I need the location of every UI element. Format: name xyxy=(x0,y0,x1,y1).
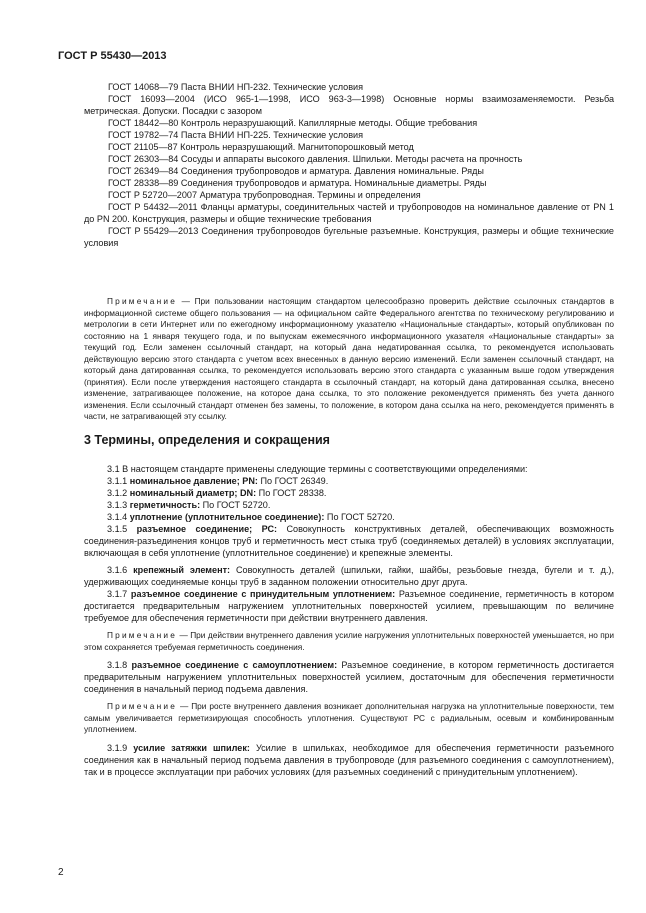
note-3-1-8: Примечание — При росте внутреннего давления возникает дополнительная нагрузка на уплотнительные поверхности, тем самым увеличивается герметизирующая способность уплотнения. Существуют РС с радиальным, осевым и комбинированным уплотнением. xyxy=(84,701,614,734)
section-title: 3 Термины, определения и сокращения xyxy=(84,433,330,447)
reference-item: ГОСТ 26303—84 Сосуды и аппараты высокого давления. Шпильки. Методы расчета на прочность xyxy=(108,154,523,164)
note-label: Примечание xyxy=(107,296,178,306)
term-3-1-2: 3.1.2 номинальный диаметр; DN: По ГОСТ 28338. xyxy=(107,488,327,498)
reference-item: ГОСТ Р 54432—2011 Фланцы арматуры, соединительных частей и трубопроводов на номинальное давление от PN 1 до PN 200. Конструкция, размеры и общие технические требования xyxy=(84,202,614,224)
reference-item: ГОСТ 19782—74 Паста ВНИИ НП-225. Технические условия xyxy=(108,130,364,140)
term-3-1-6: 3.1.6 крепежный элемент: Совокупность деталей (шпильки, гайки, шайбы, резьбовые гнезда, бугели и т. д.), удерживающих соединяемые концы труб в заданном положении относительно друг друга. xyxy=(84,565,614,587)
term-3-1-8: 3.1.8 разъемное соединение с самоуплотнением: Разъемное соединение, в котором герметичность достигается предварительным нагружением уплотнительных поверхностей усилием, достаточным для обеспечения герметичности соединения в начальный период подъема давления. xyxy=(84,660,614,694)
term-3-1-4: 3.1.4 уплотнение (уплотнительное соединение): По ГОСТ 52720. xyxy=(107,512,395,522)
note-text: — При пользовании настоящим стандартом целесообразно проверить действие ссылочных стандартов в информационной системе общего пользования — на официальном сайте Федерального агентства по техническому регулированию и метрологии в сети Интернет или по ежегодному информационному указателю «Национальные стандарты», который опубликован по состоянию на 1 января текущего года, и по выпускам ежемесячного информационного указателя «Национальные стандарты» за текущий год. Если заменен ссылочный стандарт, на который дана недатированная ссылка, то рекомендуется использовать действующую версию этого стандарта с учетом всех внесенных в данную версию изменений. Если заменен ссылочный стандарт, на который дана датированная ссылка, то рекомендуется использовать версию этого стандарта с указанным выше годом утверждения (принятия). Если после утверждения настоящего стандарта в ссылочный стандарт, на который дана датированная ссылка, внесено изменение, затрагивающее положение, на которое дана ссылка, то это положение рекомендуется применять без учета данного изменения. Если ссылочный стандарт отменен без замены, то положение, в котором дана ссылка на него, рекомендуется применять в части, не затрагивающей эту ссылку. xyxy=(84,296,614,421)
term-3-1-5: 3.1.5 разъемное соединение; РС: Совокупность конструктивных деталей, обеспечивающих возможность соединения-разъединения концов труб и герметичность мест стыка труб (соединяемых деталей) в условиях эксплуатации, включающая в себя уплотнение (уплотнительное соединение) и крепежные элементы. xyxy=(84,524,614,558)
term-3-1-7: 3.1.7 разъемное соединение с принудительным уплотнением: Разъемное соединение, герметичность в котором достигается предварительным нагружением уплотнительных поверхностей усилием, превышающим по величине требуемое для обеспечения герметичности при действии внутреннего давления. xyxy=(84,589,615,623)
section-intro: 3.1 В настоящем стандарте применены следующие термины с соответствующими определениями: xyxy=(107,464,528,474)
note-references xyxy=(84,296,614,423)
term-3-1-9: 3.1.9 усилие затяжки шпилек: Усилие в шпильках, необходимое для обеспечения герметичности разъемного соединения как в начальный период подъема давления в трубопроводе (для разъемного соединения с самоуплотнением), так и в процессе эксплуатации при рабочих условиях (для разъемных соединений с принудительным уплотнением). xyxy=(84,742,614,777)
reference-item: ГОСТ 14068—79 Паста ВНИИ НП-232. Технические условия xyxy=(108,82,364,92)
reference-item: ГОСТ Р 52720—2007 Арматура трубопроводная. Термины и определения xyxy=(108,190,421,200)
reference-item: ГОСТ 26349—84 Соединения трубопроводов и арматура. Давления номинальные. Ряды xyxy=(108,166,484,176)
term-3-1-3: 3.1.3 герметичность: По ГОСТ 52720. xyxy=(107,500,271,510)
normative-references-list xyxy=(84,81,614,249)
terms-section-body xyxy=(84,463,614,778)
reference-item: ГОСТ 16093—2004 (ИСО 965-1—1998, ИСО 963-3—1998) Основные нормы взаимозаменяемости. Резьба метрическая. Допуски. Посадки с зазором xyxy=(84,94,614,116)
page-number: 2 xyxy=(58,867,64,878)
reference-item: ГОСТ 18442—80 Контроль неразрушающий. Капиллярные методы. Общие требования xyxy=(108,118,478,128)
note-3-1-7: Примечание — При действии внутреннего давления усилие нагружения уплотнительных поверхностей уменьшается, но при этом сохраняется требуемая герметичность соединения. xyxy=(84,630,614,652)
page-header-doc-id: ГОСТ Р 55430—2013 xyxy=(58,50,167,62)
reference-item: ГОСТ Р 55429—2013 Соединения трубопроводов бугельные разъемные. Конструкция, размеры и общие технические условия xyxy=(84,226,614,248)
reference-item: ГОСТ 28338—89 Соединения трубопроводов и арматура. Номинальные диаметры. Ряды xyxy=(108,178,487,188)
reference-item: ГОСТ 21105—87 Контроль неразрушающий. Магнитопорошковый метод xyxy=(108,142,414,152)
term-3-1-1: 3.1.1 номинальное давление; PN: По ГОСТ 26349. xyxy=(107,476,329,486)
